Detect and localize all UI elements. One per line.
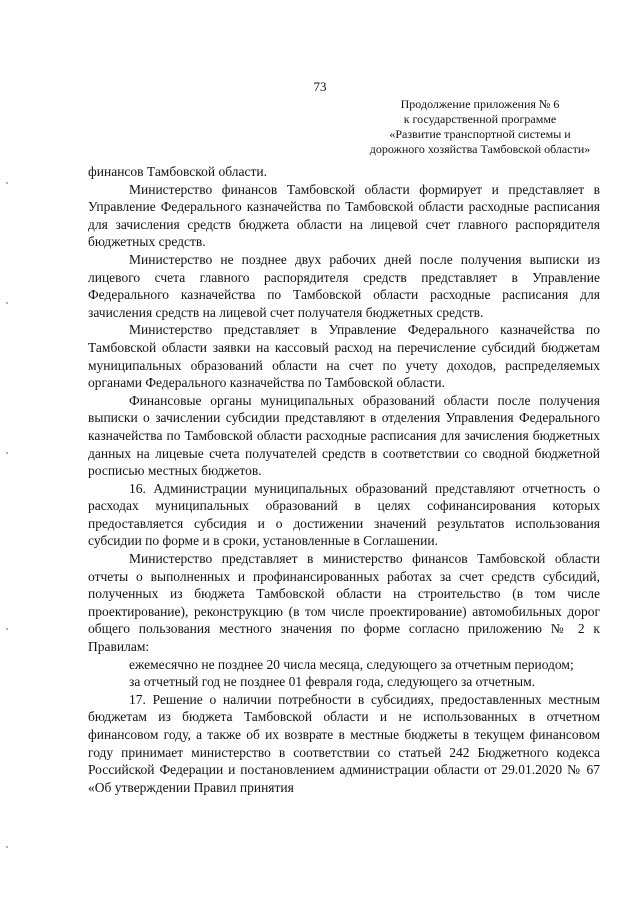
header-line: Продолжение приложения № 6 <box>400 97 560 111</box>
paragraph-monthly-deadline: ежемесячно не позднее 20 числа месяца, следующего за отчетным периодом; <box>129 656 574 672</box>
paragraph: Министерство представляет в министерство финансов Тамбовской области отчеты о выполненных и профинансированных работах за счет средств субсидий, полученных из бюджета Тамбовской области на строительство (в том числе проектирование), реконструкцию (в том числе проектирование) автомобильных дорог общего пользования местного значения по форме согласно приложению № 2 к Правилам: <box>88 551 600 655</box>
scan-mark <box>6 452 8 454</box>
paragraph-item-17: 17. Решение о наличии потребности в субсидиях, предоставленных местным бюджетам из бюджета Тамбовской области и не использованных в отчетном финансовом году, а также об их возврате в местные бюджеты в текущем финансовом году принимает министерство в соответствии со статьей 242 Бюджетного кодекса Российской Федерации и постановлением администрации области от 29.01.2020 № 67 «Об утверждении Правил принятия <box>88 691 600 795</box>
paragraph: Финансовые органы муниципальных образований области после получения выписки о зачислении субсидии представляют в отделения Управления Федерального казначейства по Тамбовской области расходные расписания для зачисления бюджетных данных на лицевые счета получателей средств в соответствии со сводной бюджетной росписью местных бюджетов. <box>88 392 600 479</box>
paragraph-item-16: 16. Администрации муниципальных образований представляют отчетность о расходах муниципальных образований в целях софинансирования которых предоставляется субсидия и о достижении значений результатов использования субсидии по форме и в сроки, установленные в Соглашении. <box>88 480 600 549</box>
paragraph: Министерство не позднее двух рабочих дней после получения выписки из лицевого счета главного распорядителя средств представляет в Управление Федерального казначейства по Тамбовской области расходные расписания для зачисления средств на лицевой счет получателя бюджетных средств. <box>88 251 600 320</box>
scan-mark <box>6 628 8 630</box>
paragraph: Министерство представляет в Управление Федерального казначейства по Тамбовской области заявки на кассовый расход на перечисление субсидий бюджетам муниципальных образований области на счет по учету доходов, распределяемых органами Федерального казначейства по Тамбовской области. <box>88 322 600 391</box>
appendix-header <box>330 97 630 157</box>
paragraph-continuation: финансов Тамбовской области. <box>88 164 267 179</box>
header-line: к государственной программе <box>403 112 557 126</box>
paragraph-annual-deadline: за отчетный год не позднее 01 февраля года, следующего за отчетным. <box>129 674 536 690</box>
scan-mark <box>6 182 8 184</box>
header-line: «Развитие транспортной системы и <box>389 127 571 141</box>
scan-mark <box>6 846 8 848</box>
page-number: 73 <box>313 79 327 94</box>
scan-margin-marks <box>6 0 10 905</box>
scan-mark <box>6 302 8 304</box>
paragraph: Министерство финансов Тамбовской области формирует и представляет в Управление Федерального казначейства по Тамбовской области расходные расписания для зачисления средств бюджета области на лицевой счет главного распорядителя бюджетных средств. <box>88 181 600 250</box>
header-line: дорожного хозяйства Тамбовской области» <box>369 142 591 156</box>
document-body <box>88 163 600 796</box>
